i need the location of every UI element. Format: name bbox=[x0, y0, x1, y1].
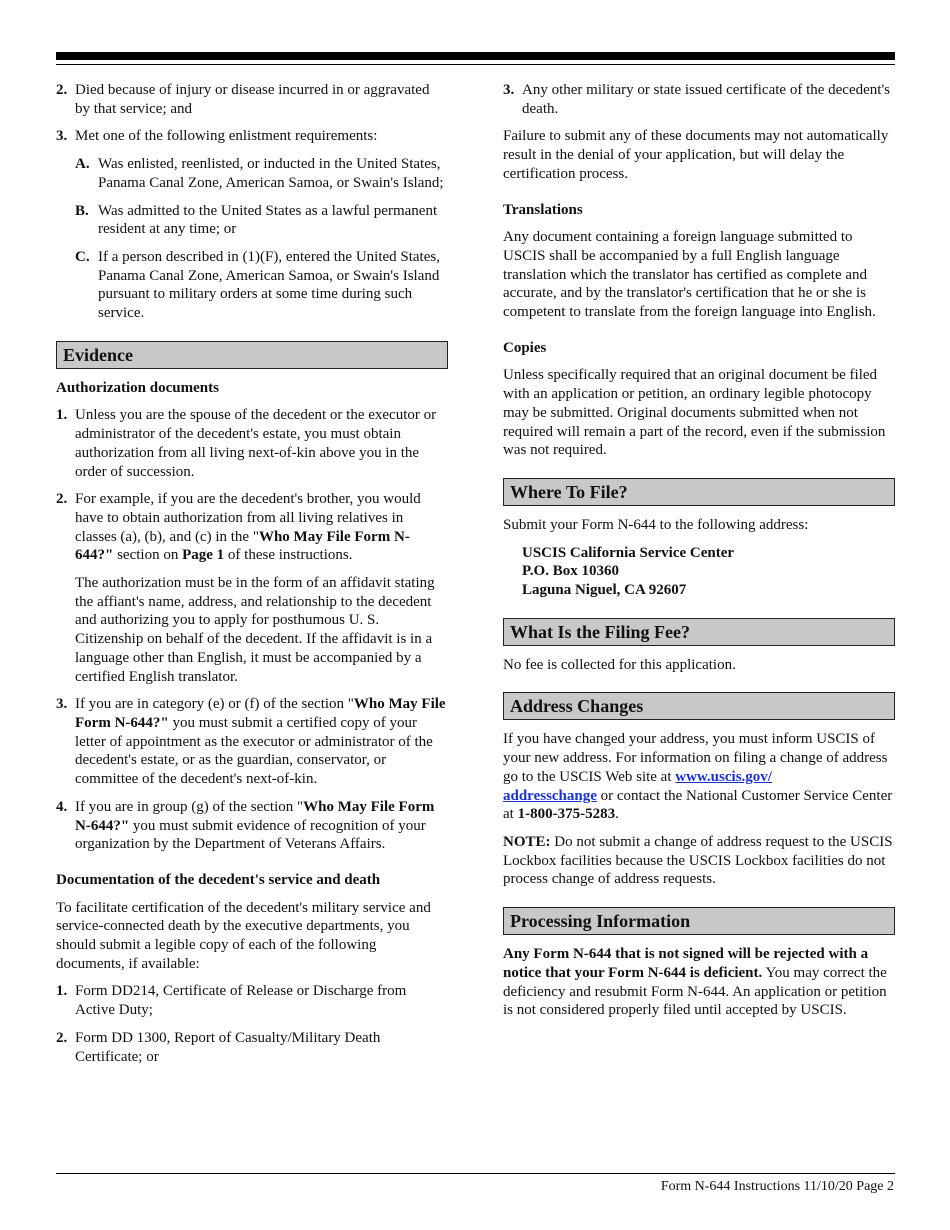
subheading-copies: Copies bbox=[503, 339, 547, 356]
list-item: 3. If you are in category (e) or (f) of the section "Who May File Form N-644?" you must submit a certified copy of your letter of appointment as the executor or administrator of the decedent's estate, or as the guardian, conservator, or committee of the decedent's next-of-kin. bbox=[56, 696, 446, 788]
header-rule-thin bbox=[56, 64, 895, 65]
paragraph: Failure to submit any of these documents may not automatically result in the denial of your application, but will delay the certification process. bbox=[503, 128, 889, 182]
paragraph: If you have changed your address, you must inform USCIS of your new address. For information on filing a change of address go to the USCIS Web site at www.uscis.gov/ addresschange or contact the National Customer Service Center at 1-800-375-5283. bbox=[503, 731, 893, 823]
sub-list-item: B. Was admitted to the United States as a lawful permanent resident at any time; or bbox=[75, 202, 438, 238]
section-heading-filing-fee: What Is the Filing Fee? bbox=[503, 618, 895, 646]
list-item: 2. For example, if you are the decedent's brother, you would have to obtain authorization from all living relatives in classes (a), (b), and (c) in the "Who May File Form N-644?" section on Page 1 of these instructions. bbox=[56, 491, 421, 564]
uscis-address-change-link[interactable]: www.uscis.gov/ addresschange bbox=[503, 768, 772, 804]
footer-rule bbox=[56, 1173, 895, 1174]
list-item: 1. Unless you are the spouse of the decedent or the executor or administrator of the decedent's estate, you must obtain authorization from all living next-of-kin above you in the order of succession. bbox=[56, 407, 437, 480]
subheading-documentation: Documentation of the decedent's service and death bbox=[56, 871, 381, 888]
paragraph: No fee is collected for this application. bbox=[503, 656, 736, 673]
note-paragraph: NOTE: Do not submit a change of address request to the USCIS Lockbox facilities because the USCIS Lockbox facilities do not process change of address requests. bbox=[503, 833, 893, 888]
paragraph: The authorization must be in the form of an affidavit stating the affiant's name, address, and relationship to the decedent and authorizing you to apply for posthumous U. S. Citizenship on behalf of the decedent. If the affidavit is in a language other than English, it must be accompanied by a certified English translator. bbox=[75, 575, 435, 685]
list-item: 3. Any other military or state issued certificate of the decedent's death. bbox=[503, 82, 890, 117]
subheading-authorization: Authorization documents bbox=[56, 379, 219, 396]
paragraph: Any document containing a foreign language submitted to USCIS shall be accompanied by a full English language translation which the translator has certified as complete and accurate, and by the translator's certification that he or she is competent to translate from the foreign language into English. bbox=[503, 229, 876, 321]
header-rule-thick bbox=[56, 52, 895, 60]
paragraph: To facilitate certification of the decedent's military service and service-connected death by the executive departments, you should submit a legible copy of each of the following documents, if available: bbox=[56, 899, 431, 972]
list-item: 2. Died because of injury or disease incurred in or aggravated by that service; and bbox=[56, 82, 430, 117]
section-heading-address-changes: Address Changes bbox=[503, 692, 895, 720]
left-column bbox=[56, 81, 448, 1075]
list-item: 2. Form DD 1300, Report of Casualty/Military Death Certificate; or bbox=[56, 1029, 381, 1065]
list-item: 3. Met one of the following enlistment requirements: bbox=[56, 128, 378, 145]
list-item: 4. If you are in group (g) of the section "Who May File Form N-644?" you must submit evidence of recognition of your organization by the Department of Veterans Affairs. bbox=[56, 798, 435, 853]
subheading-translations: Translations bbox=[503, 201, 583, 218]
paragraph: Unless specifically required that an original document be filed with an application or petition, an ordinary legible photocopy may be submitted. Original documents submitted when not required will remain a part of the record, even if the submission was not required. bbox=[503, 367, 886, 459]
paragraph: Submit your Form N-644 to the following address: bbox=[503, 516, 809, 533]
list-item: 1. Form DD214, Certificate of Release or Discharge from Active Duty; bbox=[56, 983, 407, 1019]
sub-list-item: A. Was enlisted, reenlisted, or inducted in the United States, Panama Canal Zone, American Samoa, or Swain's Island; bbox=[75, 156, 444, 191]
page-footer: Form N-644 Instructions 11/10/20 Page 2 bbox=[660, 1179, 894, 1194]
right-column bbox=[503, 81, 895, 1029]
section-heading-evidence: Evidence bbox=[56, 341, 448, 369]
mailing-address: USCIS California Service Center P.O. Box 10360 Laguna Niguel, CA 92607 bbox=[522, 544, 735, 599]
sub-list-item: C. If a person described in (1)(F), entered the United States, Panama Canal Zone, American Samoa, or Swain's Island pursuant to military orders at some time during such service. bbox=[75, 248, 440, 322]
paragraph: Any Form N-644 that is not signed will be rejected with a notice that your Form N-644 is deficient. You may correct the deficiency and resubmit Form N-644. An application or petition is not considered properly filed until accepted by USCIS. bbox=[503, 946, 887, 1019]
section-heading-where-to-file: Where To File? bbox=[503, 478, 895, 506]
section-heading-processing: Processing Information bbox=[503, 907, 895, 935]
